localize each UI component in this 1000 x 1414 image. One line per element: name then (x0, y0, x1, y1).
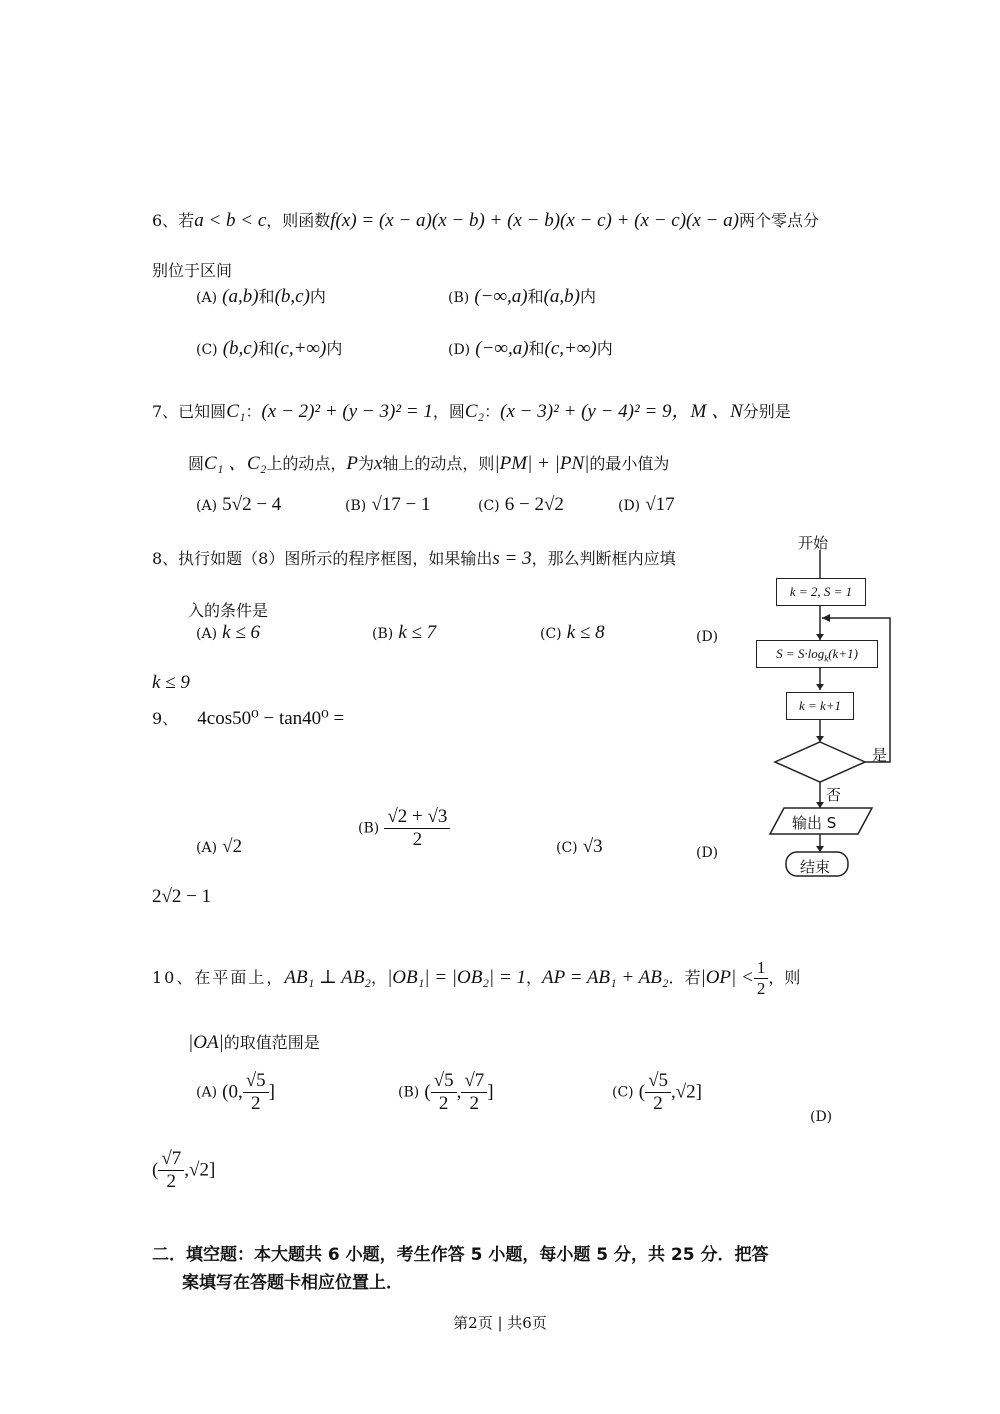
option-value: 6 − 2√2 (504, 494, 564, 515)
option-label: (D) (810, 1109, 833, 1125)
q10-option-d-value (152, 1148, 215, 1193)
q8-output-value: s = 3 (492, 548, 532, 569)
option-label: (C) (612, 1084, 634, 1101)
q10-sep: ， (371, 968, 388, 987)
q10-line2 (188, 1030, 320, 1054)
option-label: (B) (345, 498, 367, 514)
fraction-denominator: 2 (166, 1171, 177, 1192)
q7-c2: C₂ (464, 401, 485, 422)
arrow-head (816, 684, 824, 690)
option-interval: (−∞,a) (474, 286, 528, 307)
q10-half (754, 958, 769, 999)
interval-sep: , (456, 1081, 462, 1103)
q10-perpendicular: AB₁ ⊥ AB₂ (284, 967, 372, 988)
option-label: (C) (540, 626, 562, 642)
q9-number: 9、 (152, 709, 179, 728)
fraction-denominator: 2 (756, 979, 766, 998)
option-value: √17 (645, 494, 675, 515)
q10-op-bound: |OP| < (700, 967, 754, 988)
fraction-denominator: 2 (250, 1093, 261, 1114)
q9-option-d-value: 2√2 − 1 (152, 886, 212, 907)
option-value: k ≤ 7 (398, 622, 437, 643)
option-label: (A) (196, 290, 218, 306)
q8-line1a: 8、执行如题（8）图所示的程序框图，如果输出 (152, 549, 493, 568)
q9-line1 (152, 706, 344, 730)
interval-close: ] (268, 1081, 275, 1103)
arrow-head (822, 614, 830, 622)
q8-option-c (540, 622, 605, 644)
q10-sep: ．若 (668, 968, 701, 987)
q8-option-b (372, 622, 436, 644)
flowchart-end: 结束 (800, 858, 831, 876)
option-label: (A) (196, 498, 218, 514)
section2-heading-line1: 二．填空题：本大题共 6 小题，考生作答 5 小题，每小题 5 分，共 25 分．把答 (152, 1245, 769, 1265)
q7-colon2: ： (484, 402, 501, 421)
fraction-numerator: √7 (461, 1070, 487, 1093)
option-label: (A) (196, 626, 218, 642)
option-value: √17 − 1 (371, 494, 431, 515)
fraction-denominator: 2 (412, 829, 423, 850)
option-value: 5√2 − 4 (222, 494, 282, 515)
option-label: (D) (448, 342, 471, 358)
option-interval: (c,+∞) (544, 338, 597, 359)
option-end: 内 (580, 287, 597, 306)
q7-option-d (618, 494, 675, 516)
q10-option-a (196, 1070, 275, 1115)
update-tail: (k+1) (828, 646, 858, 661)
flowchart-incr-box: k = k+1 (786, 692, 854, 720)
option-value: √3 (582, 836, 603, 857)
q6-condition: a < b < c (194, 210, 267, 231)
fraction (243, 1070, 269, 1115)
fraction-numerator: √5 (431, 1070, 457, 1093)
q9-option-b (358, 806, 450, 851)
q7-x-axis: x (373, 453, 383, 474)
q8-option-a (196, 622, 260, 644)
option-label: (B) (448, 290, 470, 306)
q6-mid: ，则函数 (266, 211, 331, 230)
q7-option-a (196, 494, 281, 516)
q7-colon1: ： (245, 402, 262, 421)
q7-eq2: (x − 3)² + (y − 4)² = 9 (500, 401, 672, 422)
q10-oa: |OA| (188, 1032, 224, 1053)
fraction-numerator: 1 (754, 958, 769, 979)
q8-option-d-value: k ≤ 9 (152, 672, 190, 693)
fraction-numerator: √7 (158, 1148, 184, 1171)
q9-option-a (196, 836, 242, 858)
q10-vector-sum: AP = AB₁ + AB₂ (541, 967, 669, 988)
option-label: (B) (358, 820, 380, 837)
q10-sep: ， (525, 968, 542, 987)
interval-open: (0, (222, 1081, 243, 1103)
q6-line2: 别位于区间 (152, 261, 233, 280)
flowchart-update-box (756, 640, 878, 668)
arrow-head (816, 802, 824, 808)
option-label: (A) (196, 840, 218, 856)
q7-expression: |PM| + |PN| (494, 453, 590, 474)
interval-open: ( (152, 1159, 159, 1181)
option-interval: (b,c) (274, 286, 310, 307)
option-end: 内 (309, 287, 326, 306)
flowchart-yes: 是 (872, 746, 888, 764)
option-label: (C) (556, 840, 578, 856)
q7-line2e: 为 (357, 454, 374, 473)
fraction (461, 1070, 487, 1115)
interval-close: ,√2] (671, 1081, 703, 1103)
flowchart-init-box: k = 2, S = 1 (776, 578, 866, 606)
update-expr: S = S·log (776, 646, 825, 661)
q7-mn: ，M 、N (671, 401, 743, 422)
option-interval: (c,+∞) (274, 338, 327, 359)
option-end: 内 (596, 339, 613, 358)
option-interval: (a,b) (543, 286, 581, 307)
option-conj: 和 (527, 287, 544, 306)
q6-line1 (152, 208, 819, 232)
interval-open: ( (638, 1081, 646, 1103)
page-footer: 第2页 | 共6页 (453, 1314, 547, 1332)
q8-line2: 入的条件是 (188, 601, 269, 620)
q7-eq1: (x − 2)² + (y − 3)² = 1 (261, 401, 433, 422)
q7-circles: C₁ 、C₂ (204, 453, 267, 474)
q7-point-p: P (346, 453, 358, 474)
option-label: (D) (696, 629, 719, 645)
fraction-denominator: 2 (653, 1093, 663, 1114)
q6-option-d (448, 336, 613, 360)
option-end: 内 (326, 339, 343, 358)
interval-close: ,√2] (184, 1159, 216, 1181)
q7-c1: C₁ (226, 401, 246, 422)
option-conj: 和 (258, 339, 275, 358)
flowchart-no: 否 (826, 786, 842, 804)
q7-option-b (345, 494, 430, 516)
q7-line2c: 上的动点， (266, 454, 347, 473)
q6-option-a (196, 284, 326, 308)
q7-tail: 分别是 (742, 402, 791, 421)
arrow-head (816, 736, 824, 742)
q10-option-c (612, 1070, 702, 1115)
option-label: (B) (372, 626, 394, 642)
q10-line2b: 的取值范围是 (223, 1033, 320, 1052)
option-label: (D) (696, 845, 719, 861)
q7-line1 (152, 396, 791, 423)
fraction-denominator: 2 (438, 1093, 449, 1114)
option-interval: (−∞,a) (475, 338, 529, 359)
fraction (431, 1070, 457, 1115)
interval-close: ] (487, 1081, 494, 1103)
q8-line1b: ，那么判断框内应填 (531, 549, 676, 568)
option-conj: 和 (528, 339, 545, 358)
q10-line1 (152, 958, 800, 999)
fraction-denominator: 2 (469, 1093, 480, 1114)
option-interval: (b,c) (222, 338, 259, 359)
q6-number: 6、若 (152, 211, 195, 230)
fraction (645, 1070, 671, 1115)
option-value: √2 (222, 836, 243, 857)
option-label: (A) (196, 1084, 218, 1101)
flowchart-start: 开始 (798, 534, 829, 552)
fraction (158, 1148, 184, 1193)
q7-line2g: 轴上的动点，则 (382, 454, 495, 473)
fraction-numerator: √2 + √3 (384, 806, 450, 829)
q9-option-d (696, 842, 718, 861)
option-label: (C) (478, 498, 500, 514)
option-label: (C) (196, 342, 218, 358)
interval-open: ( (424, 1081, 431, 1103)
option-value: k ≤ 8 (566, 622, 605, 643)
section2-heading-line2: 案填写在答题卡相应位置上． (182, 1273, 403, 1293)
q7-start: 7、已知圆 (152, 402, 227, 421)
fraction-numerator: √5 (645, 1070, 671, 1093)
q10-number: 10、在平面上， (152, 968, 285, 987)
option-label: (B) (398, 1084, 420, 1101)
decision-diamond (775, 742, 865, 782)
q10-option-d (810, 1106, 832, 1125)
option-interval: (a,b) (222, 286, 259, 307)
q7-line2 (188, 448, 669, 475)
q6-function: f(x) = (x − a)(x − b) + (x − b)(x − c) + (x − c)(x − a) (330, 210, 739, 231)
q10-tail: ，则 (768, 968, 801, 987)
q6-tail: 两个零点分 (738, 211, 819, 230)
q9-b-fraction (384, 806, 450, 851)
flowchart-output: 输出 S (792, 814, 837, 832)
q8-option-d (696, 626, 718, 645)
option-value: k ≤ 6 (222, 622, 261, 643)
q9-option-c (556, 836, 603, 858)
q7-line2a: 圆 (188, 454, 205, 473)
q7-option-c (478, 494, 564, 516)
q10-magnitudes: |OB₁| = |OB₂| = 1 (387, 967, 526, 988)
option-conj: 和 (258, 287, 275, 306)
q10-option-b (398, 1070, 494, 1115)
q6-option-b (448, 284, 596, 308)
q9-expression: 4cos50⁰ − tan40⁰ = (197, 708, 345, 729)
option-label: (D) (618, 498, 641, 514)
update-sub: k (824, 653, 829, 664)
q6-option-c (196, 336, 342, 360)
q8-line1 (152, 546, 676, 570)
arrow-head (816, 846, 824, 852)
fraction-numerator: √5 (243, 1070, 269, 1093)
q7-line2h: 的最小值为 (589, 454, 670, 473)
q7-mid: ，圆 (432, 402, 465, 421)
